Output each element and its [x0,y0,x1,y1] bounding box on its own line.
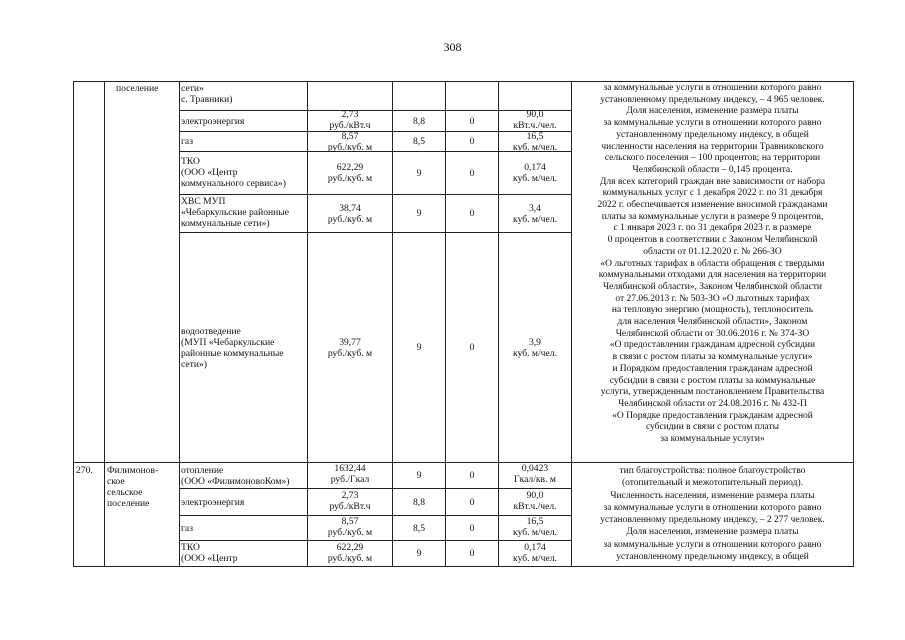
tariff-cell: 2,73 руб./кВт.ч [329,490,371,512]
increase-cell: 9 [416,470,422,481]
percent-cell: 0 [469,496,475,508]
service-cell: сети» с. Травники) [181,83,233,105]
percent-cell: 0 [469,470,475,481]
increase-cell: 9 [416,342,422,353]
percent-cell: 0 [469,167,475,179]
service-cell: электроэнергия [181,496,245,508]
service-cell: отопление (ООО «ФилимоновоКом») [181,465,290,487]
percent-cell: 0 [469,115,475,127]
row-number: 270. [76,465,93,476]
increase-cell: 9 [416,548,422,559]
tariff-cell: 1632,44 руб./Гкал [330,463,370,485]
tariff-cell: 622,29 руб./куб. м [327,162,373,184]
service-cell: ХВС МУП «Чебаркульские районные коммунальные сети») [181,196,289,229]
increase-cell: 8,8 [413,115,425,127]
norm-cell: 0,174 куб. м/чел. [513,162,557,184]
service-cell: газ [181,522,193,534]
norm-cell: 16,5 куб. м/чел. [513,516,557,538]
settlement-cell: поселение [116,83,159,94]
increase-cell: 9 [416,167,422,179]
increase-cell: 8,5 [413,522,425,534]
percent-cell: 0 [469,522,475,534]
settlement-cell: Филимонов- ское сельское поселение [107,465,159,509]
norm-cell: 3,4 куб. м/чел. [513,202,557,225]
tariff-cell: 39,77 руб./куб. м [327,336,373,359]
norm-cell: 0,174 куб. м/чел. [513,542,557,564]
norm-cell: 16,5 куб. м/чел. [513,131,557,153]
norm-cell: 3,9 куб. м/чел. [513,336,557,359]
tariff-cell: 2,73 руб./кВт.ч [329,109,371,131]
increase-cell: 8,5 [413,136,425,147]
increase-cell: 9 [416,208,422,219]
page-number: 308 [443,40,462,54]
notes-block: за коммунальные услуги в отношении которого равно установленному предельному индексу, – 4 965 человек. Доля населения, изменение размера платы за коммунальные услуги в отношении которого равно установленному предельному индексу, в общей численности населения на территории Травниковского сельского поселения – 100 процентов; на территории Челябинской области – 0,145 процента. Для всех категорий граждан вне зависимости от набора коммунальных услуг с 1 декабря 2022 г. по 31 декабря 2022 г. обеспечивается изменение вносимой гражданами платы за коммунальные услуги в размере 9 процентов, с 1 января 2023 г. по 31 декабря 2023 г. в размере 0 процентов в соответствии с Законом Челябинской области от 01.12.2020 г. № 266-ЗО «О льготных тарифах в области обращения с твердыми коммунальными отходами для населения на территории Челябинской области», Законом Челябинской области от 27.06.2013 г. № 503-ЗО «О льготных тарифах на тепловую энергию (мощность), теплоноситель для населения Челябинской области», Законом Челябинской области от 30.06.2016 г. № 374-ЗО «О предоставлении гражданам адресной субсидии в связи с ростом платы за коммунальные услуги» и Порядком предоставления гражданам адресной субсидии в связи с ростом платы за коммунальные услуги, утвержденным постановлением Правительства Челябинской области от 24.08.2016 г. № 432-П «О Порядке предоставления гражданам адресной субсидии в связи с ростом платы за коммунальные услуги» [597,83,828,445]
tariff-cell: 38,74 руб./куб. м [327,202,373,225]
service-cell: ТКО (ООО «Центр коммунального сервиса») [181,156,286,189]
percent-cell: 0 [469,342,475,353]
service-cell: газ [181,136,193,147]
notes-block: тип благоустройства: полное благоустройство (отопительный и межотопительный период). Численность населения, изменение размера платы за коммунальные услуги в отношении которого равно установленному предельному индексу, – 2 277 человек. Доля населения, изменение размера платы за коммунальные услуги в отношении которого равно установленному предельному индексу, в общей [600,466,825,563]
increase-cell: 8,8 [413,496,425,508]
percent-cell: 0 [469,548,475,559]
service-cell: ТКО (ООО «Центр [181,542,238,564]
tariff-cell: 622,29 руб./куб. м [327,542,373,564]
norm-cell: 90,0 кВт.ч./чел. [513,490,557,512]
norm-cell: 90,0 кВт.ч./чел. [513,109,557,131]
percent-cell: 0 [469,208,475,219]
service-cell: водоотведение (МУП «Чебаркульские районные коммунальные сети») [181,325,284,370]
percent-cell: 0 [469,136,475,147]
tariff-cell: 8,57 руб./куб. м [327,516,373,538]
tariff-cell: 8,57 руб./куб. м [327,131,373,153]
service-cell: электроэнергия [181,115,245,127]
norm-cell: 0,0423 Гкал/кв. м [514,463,556,485]
